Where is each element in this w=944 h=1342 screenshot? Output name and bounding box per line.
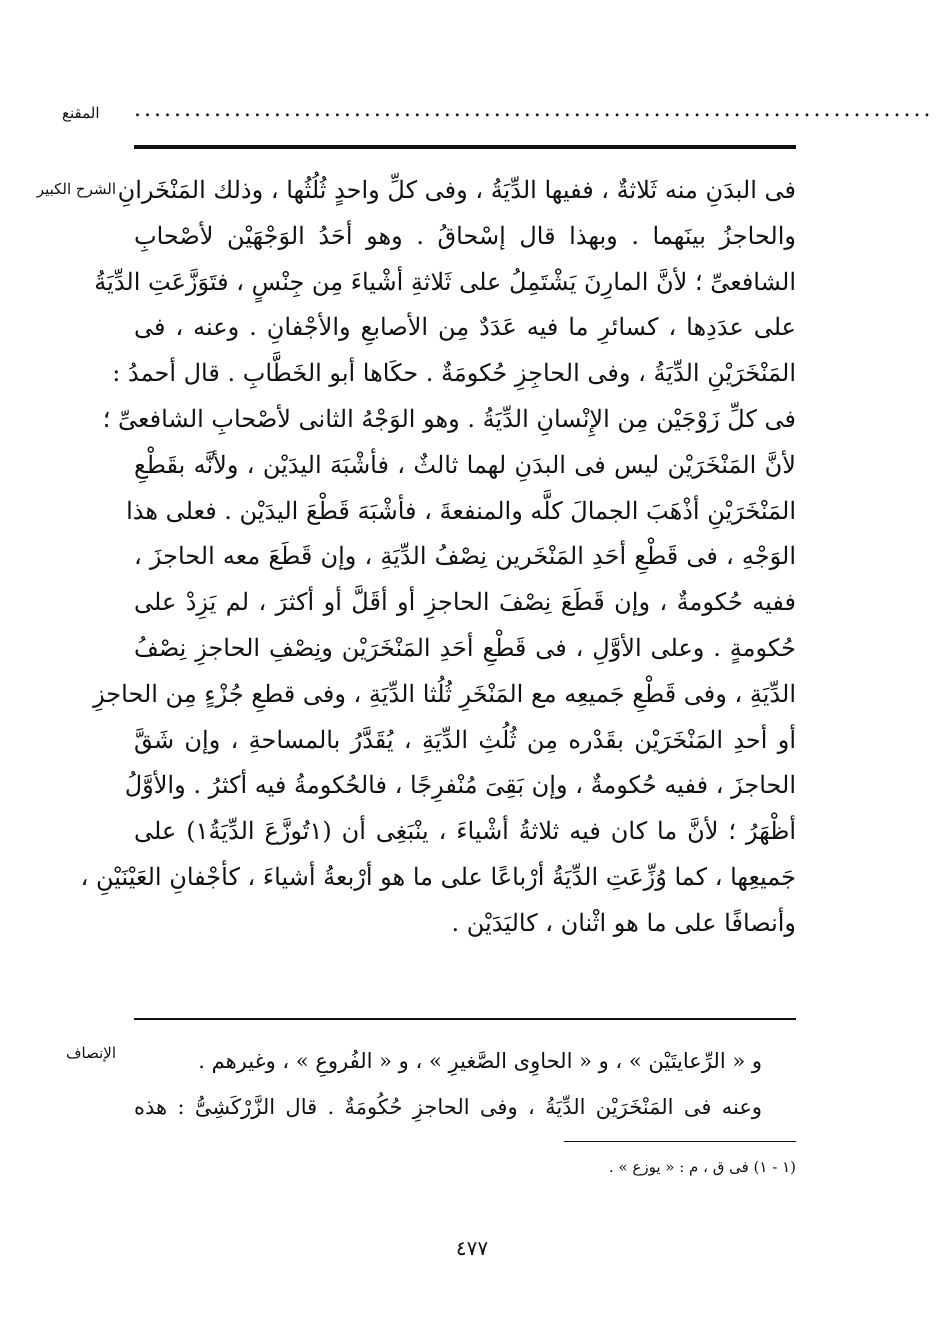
- text-line: حُكومةٍ . وعلى الأوَّلِ ، فى قَطْعِ أحَدِ المَنْخَرَيْن ونِصْفِ الحاجزِ نِصْفُ: [134, 633, 796, 662]
- text-line: على عدَدِها ، كسائرِ ما فيه عَدَدٌ مِن الأصابعِ والأجْفانِ . وعنه ، فى: [134, 313, 796, 342]
- text-line: الحاجزَ ، ففيه حُكومةٌ ، وإن بَقِىَ مُنْفرِجًا ، فالحُكومةُ فيه أكثرُ . والأوَّلُ: [124, 771, 796, 800]
- insaf-line: وعنه فى المَنْخَرَيْن الدِّيَةُ ، وفى الحاجزِ حُكُومَةٌ . قال الزَّرْكَشِىُّ : هذه: [134, 1095, 762, 1119]
- text-line: جَميعِها ، كما وُزِّعَتِ الدِّيَةُ أرْباعًا على ما هو أرْبعةُ أشياءَ ، كأجْفانِ العَيْنَيْنِ ،: [80, 862, 796, 891]
- text-line: المَنْخَرَيْنِ الدِّيَةُ ، وفى الحاجِزِ حُكومَةٌ . حكَاها أبو الخَطَّابِ . قال أحمدُ :: [112, 359, 796, 388]
- sidebar-insaf-label: الإنصاف: [65, 1044, 116, 1062]
- text-line: الدِّيَةِ ، وفى قَطْعِ جَميعِه مع المَنْخَرِ ثُلُثا الدِّيَةِ ، وفى قطعِ جُزْءٍ مِن الحاجزِ: [93, 679, 796, 708]
- insaf-line: و « الرِّعايتَيْن » ، و « الحاوِى الصَّغيرِ » ، و « الفُروعِ » ، وغيرهم .: [198, 1049, 762, 1073]
- header-rule: [134, 145, 796, 149]
- text-line: الشافعىِّ ؛ لأنَّ المارِنَ يَشْتَمِلُ على ثَلاثةِ أشْياءَ مِن جِنْسٍ ، فتَوَزَّعَتِ الدِّيَةُ: [94, 267, 796, 296]
- main-text: [80, 168, 797, 947]
- text-line: أو أحدِ المَنْخَرَيْن بقَدْره مِن ثُلُثِ الدِّيَةِ ، يُقَدَّرُ بالمساحةِ ، وإن شَقَّ: [134, 725, 796, 754]
- text-line: الوَجْهِ ، فى قَطْعِ أحَدِ المَنْخَرين نِصْفُ الدِّيَةِ ، وإن قَطَعَ معه الحاجزَ ،: [134, 542, 796, 571]
- sidebar-sharh-label: الشرح الكبير: [36, 180, 116, 198]
- text-line: لأنَّ المَنْخَرَيْن ليس فى البدَنِ لهما ثالثٌ ، فأشْبَهَ اليدَيْن ، ولأنَّه بقَطْعِ: [134, 450, 796, 479]
- footnote: (١ - ١) فى ق ، م : « يوزع » .: [608, 1158, 796, 1176]
- footnote-rule: [564, 1141, 796, 1142]
- text-line: المَنْخَرَيْنِ أذْهَبَ الجمالَ كلَّه والمنفعةَ ، فأشْبَهَ قَطْعَ اليدَيْن . فعلى هذا: [126, 496, 796, 525]
- text-line: ففيه حُكومةٌ ، وإن قَطَعَ نِصْفَ الحاجزِ أو أقَلَّ أو أكثرَ ، لم يَزِدْ على: [134, 588, 796, 617]
- header-book-title: المقنع: [62, 104, 100, 122]
- text-line: والحاجزُ بينَهما . وبهذا قال إسْحاقُ . وهو أحَدُ الوَجْهَيْن لأصْحابِ: [134, 221, 796, 250]
- section-rule: [134, 1018, 796, 1020]
- text-line: أظْهَرُ ؛ لأنَّ ما كان فيه ثلاثةُ أشْياءَ ، ينْبَغِى أن (١تُوزَّعَ الدِّيَةُ١) على: [134, 817, 797, 846]
- text-line: فى البدَنِ منه ثَلاثةٌ ، ففيها الدِّيَةُ ، وفى كلِّ واحدٍ ثُلُثُها ، وذلك المَنْخَرانِ: [117, 176, 796, 204]
- text-line: وأنصافًا على ما هو اثْنان ، كاليَدَيْن .: [451, 908, 796, 937]
- insaf-text: [134, 1038, 796, 1130]
- page-number: ٤٧٧: [455, 1236, 489, 1260]
- text-line: فى كلِّ زَوْجَيْن مِن الإِنْسانِ الدِّيَةُ . وهو الوَجْهُ الثانى لأصْحابِ الشافعىِّ ؛: [102, 404, 796, 433]
- header-dotted-rule: ................................................................................: [134, 97, 934, 122]
